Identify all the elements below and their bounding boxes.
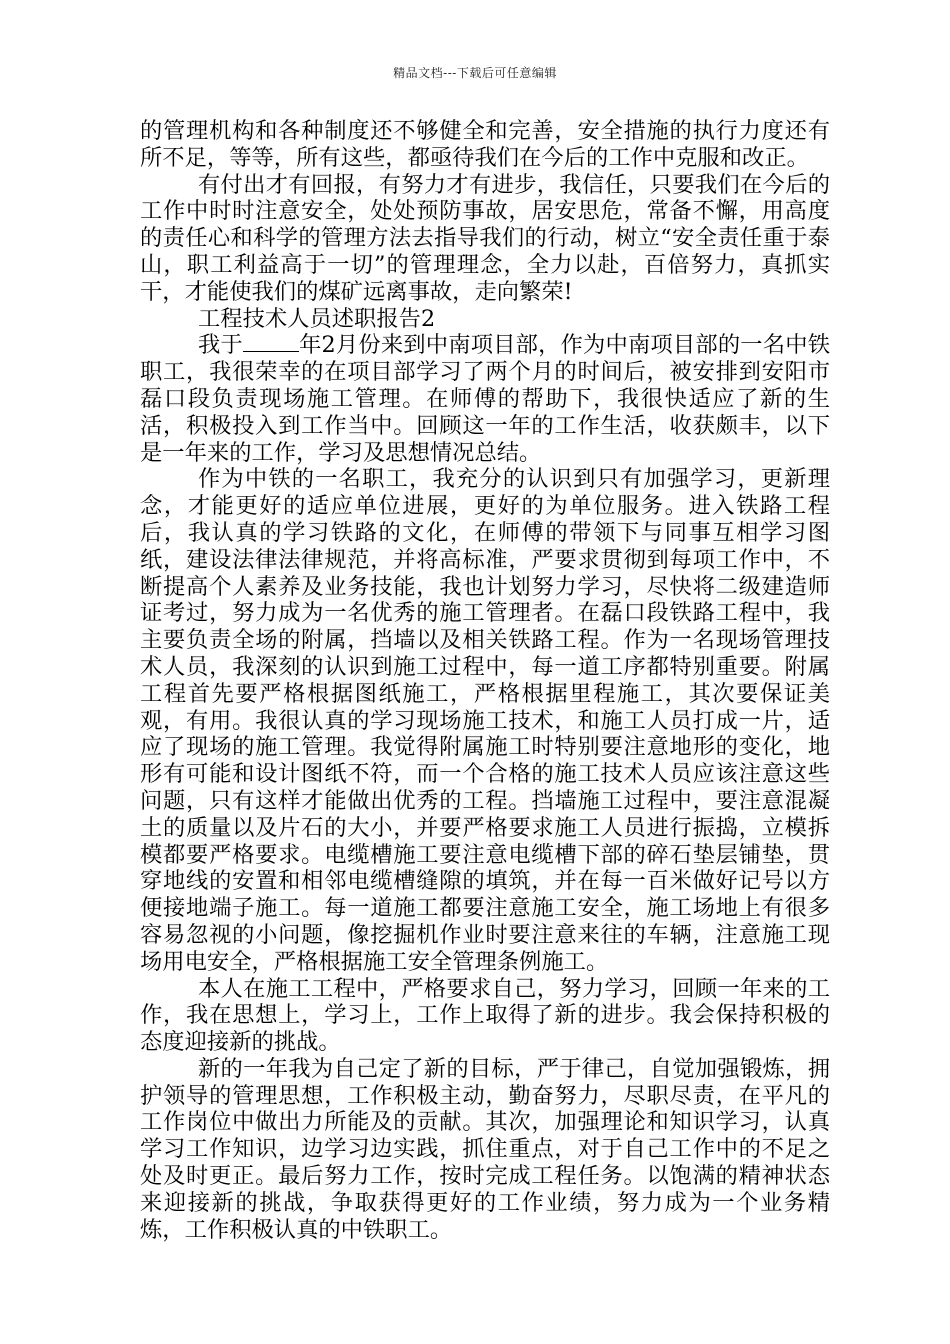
page-header: 精品文档---下载后可任意编辑	[393, 66, 557, 80]
paragraph-2: 有付出才有回报，有努力才有进步，我信任，只要我们在今后的工作中时时注意安全，处处预防事故，居安思危，常备不懈，用高度的责任心和科学的管理方法去指导我们的行动，树立“安全责任重于泰山，职工利益高于一切”的管理理念，全力以赴，百倍努力，真抓实干，才能使我们的煤矿远离事故，走向繁荣!	[140, 171, 830, 305]
document-body	[140, 118, 830, 1243]
paragraph-3-start: 我于	[197, 332, 243, 359]
paragraph-3-rest: 年2月份来到中南项目部，作为中南项目部的一名中铁职工，我很荣幸的在项目部学习了两个月的时间后，被安排到安阳市磊口段负责现场施工管理。在师傅的帮助下，我很快适应了新的生活，积极投入到工作当中。回顾这一年的工作生活，收获颇丰，以下是一年来的工作，学习及思想情况总结。	[140, 332, 830, 466]
paragraph-5: 本人在施工工程中，严格要求自己，努力学习，回顾一年来的工作，我在思想上，学习上，工作上取得了新的进步。我会保持积极的态度迎接新的挑战。	[140, 975, 830, 1056]
paragraph-3	[140, 332, 830, 466]
paragraph-6: 新的一年我为自己定了新的目标，严于律己，自觉加强锻炼，拥护领导的管理思想，工作积极主动，勤奋努力，尽职尽责，在平凡的工作岗位中做出力所能及的贡献。其次，加强理论和知识学习，认真学习工作知识，边学习边实践，抓住重点，对于自己工作中的不足之处及时更正。最后努力工作，按时完成工程任务。以饱满的精神状态来迎接新的挑战，争取获得更好的工作业绩，努力成为一个业务精炼，工作积极认真的中铁职工。	[140, 1055, 830, 1243]
year-blank	[243, 333, 299, 352]
paragraph-4: 作为中铁的一名职工，我充分的认识到只有加强学习，更新理念，才能更好的适应单位进展，更好的为单位服务。进入铁路工程后，我认真的学习铁路的文化，在师傅的带领下与同事互相学习图纸，建设法律法律规范，并将高标准，严要求贯彻到每项工作中，不断提高个人素养及业务技能，我也计划努力学习，尽快将二级建造师证考过，努力成为一名优秀的施工管理者。在磊口段铁路工程中，我主要负责全场的附属，挡墙以及相关铁路工程。作为一名现场管理技术人员，我深刻的认识到施工过程中，每一道工序都特别重要。附属工程首先要严格根据图纸施工，严格根据里程施工，其次要保证美观，有用。我很认真的学习现场施工技术，和施工人员打成一片，适应了现场的施工管理。我觉得附属施工时特别要注意地形的变化，地形有可能和设计图纸不符，而一个合格的施工技术人员应该注意这些问题，只有这样才能做出优秀的工程。挡墙施工过程中，要注意混凝土的质量以及片石的大小，并要严格要求施工人员进行振捣，立模拆模都要严格要求。电缆槽施工要注意电缆槽下部的碎石垫层铺垫，贯穿地线的安置和相邻电缆槽缝隙的填筑，并在每一百米做好记号以方便接地端子施工。每一道施工都要注意施工安全，施工场地上有很多容易忽视的小问题，像挖掘机作业时要注意来往的车辆，注意施工现场用电安全，严格根据施工安全管理条例施工。	[140, 466, 830, 975]
section-title: 工程技术人员述职报告2	[197, 305, 436, 332]
paragraph-1: 的管理机构和各种制度还不够健全和完善，安全措施的执行力度还有所不足，等等，所有这些，都亟待我们在今后的工作中克服和改正。	[140, 118, 830, 171]
